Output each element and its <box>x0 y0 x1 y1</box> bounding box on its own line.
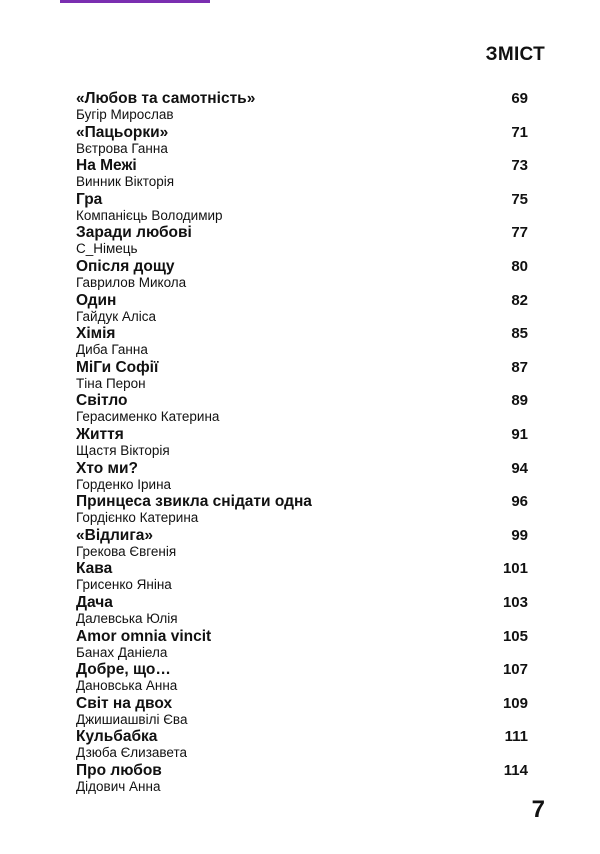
entry-author: Далевська Юлія <box>76 610 178 626</box>
entry-author: Гаврилов Микола <box>76 274 187 290</box>
entry-page-number: 73 <box>511 157 528 175</box>
entry-author: Герасименко Катерина <box>76 409 220 425</box>
entry-page-number: 75 <box>511 190 528 208</box>
entry-page-number: 114 <box>503 761 528 779</box>
toc-entry <box>76 728 528 762</box>
entry-author: Тіна Перон <box>76 375 146 391</box>
entry-author: Компанієць Володимир <box>76 207 223 223</box>
entry-page-number: 109 <box>502 694 528 712</box>
entry-title: Світ на двох <box>76 694 173 712</box>
toc-entry <box>76 628 528 662</box>
toc-entry <box>76 325 528 359</box>
entry-page-number: 89 <box>511 392 528 410</box>
entry-author: Горденко Ірина <box>76 476 172 492</box>
entry-page-number: 103 <box>502 593 528 611</box>
toc-entry <box>76 90 528 124</box>
entry-title: Хто ми? <box>76 459 138 477</box>
toc-entry <box>76 560 528 594</box>
entry-title: Дача <box>76 593 113 611</box>
entry-title: Про любов <box>76 761 162 779</box>
entry-title: Добре, що… <box>76 661 171 679</box>
entry-title: Кульбабка <box>76 728 158 746</box>
entry-author: Грекова Євгенія <box>76 543 177 559</box>
toc-entry <box>76 661 528 695</box>
top-accent-bar <box>60 0 210 3</box>
entry-title: Amor omnia vincit <box>76 627 212 645</box>
page-title: ЗМІСТ <box>485 44 545 65</box>
entry-author: Банах Даніела <box>76 644 168 660</box>
toc-entry <box>76 191 528 225</box>
entry-title: Опісля дощу <box>76 257 175 275</box>
entry-author: Джишиашвілі Єва <box>76 711 188 727</box>
entry-title: Принцеса звикла снідати одна <box>76 493 312 511</box>
entry-title: Життя <box>76 425 124 443</box>
toc-entry <box>76 392 528 426</box>
entry-author: Щастя Вікторія <box>76 442 170 458</box>
entry-author: Винник Вікторія <box>76 174 175 190</box>
entry-page-number: 82 <box>511 291 528 309</box>
toc-entry <box>76 124 528 158</box>
toc-entry <box>76 258 528 292</box>
toc-entry <box>76 224 528 258</box>
entry-author: Дзюба Єлизавета <box>76 745 188 761</box>
entry-title: «Любов та самотність» <box>76 90 256 107</box>
entry-author: Грисенко Яніна <box>76 577 172 593</box>
entry-author: Гайдук Аліса <box>76 308 157 324</box>
entry-page-number: 105 <box>502 627 528 645</box>
toc-entry <box>76 359 528 393</box>
entry-author: Бугір Мирослав <box>76 107 174 122</box>
entry-author: Диба Ганна <box>76 342 148 358</box>
entry-page-number: 71 <box>511 123 528 141</box>
entry-page-number: 96 <box>511 493 528 511</box>
entry-page-number: 94 <box>511 459 528 477</box>
toc-entry <box>76 527 528 561</box>
entry-title: Гра <box>76 190 103 208</box>
entry-title: Світло <box>76 392 128 410</box>
entry-author: Вєтрова Ганна <box>76 140 168 156</box>
entry-author: Дановська Анна <box>76 678 178 694</box>
toc-entry <box>76 493 528 527</box>
toc-entry <box>76 426 528 460</box>
entry-title: На Межі <box>76 157 137 175</box>
entry-title: Хімія <box>76 325 116 343</box>
entry-title: Один <box>76 291 117 309</box>
toc-entry <box>76 157 528 191</box>
entry-page-number: 101 <box>502 560 528 578</box>
entry-page-number: 87 <box>511 358 528 376</box>
entry-title: «Пацьорки» <box>76 123 169 141</box>
entry-page-number: 77 <box>511 224 528 242</box>
entry-page-number: 69 <box>511 90 528 107</box>
entry-title: Заради любові <box>76 224 192 242</box>
entry-page-number: 107 <box>502 661 528 679</box>
toc-entry <box>76 594 528 628</box>
entry-author: Дідович Анна <box>76 778 161 794</box>
entry-title: МіГи Софії <box>76 358 159 376</box>
entry-page-number: 85 <box>511 325 528 343</box>
entry-page-number: 99 <box>511 526 528 544</box>
table-of-contents <box>76 90 528 795</box>
toc-entry <box>76 695 528 729</box>
toc-entry <box>76 762 528 796</box>
entry-author: Гордієнко Катерина <box>76 510 199 526</box>
toc-entry <box>76 292 528 326</box>
entry-page-number: 80 <box>511 257 528 275</box>
toc-entry <box>76 460 528 494</box>
entry-page-number: 91 <box>511 425 528 443</box>
entry-title: «Відлига» <box>76 526 154 544</box>
entry-page-number: 111 <box>504 728 528 746</box>
page-number: 7 <box>531 796 545 823</box>
entry-author: С_Німець <box>76 241 138 257</box>
entry-title: Кава <box>76 560 113 578</box>
